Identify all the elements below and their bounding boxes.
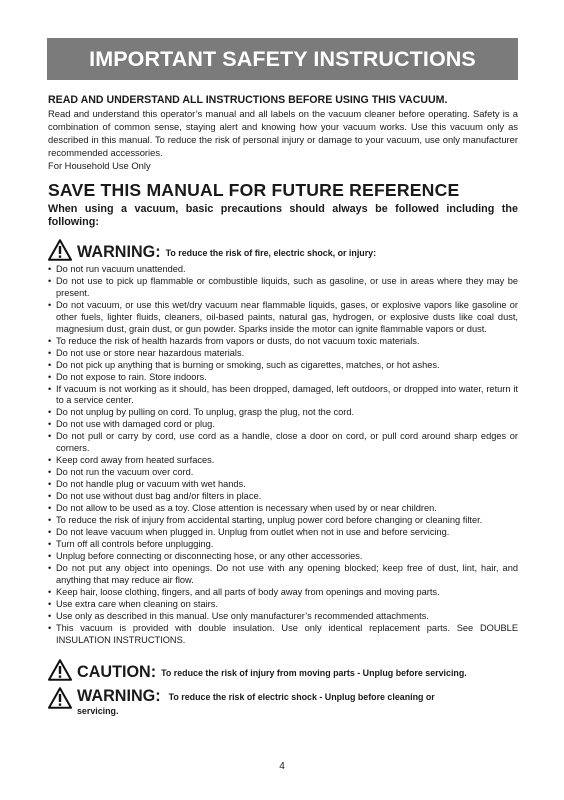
caution-header — [48, 659, 518, 681]
warning-text-line2: servicing. — [77, 705, 119, 716]
save-manual-heading: SAVE THIS MANUAL FOR FUTURE REFERENCE — [48, 180, 460, 200]
intro-heading: READ AND UNDERSTAND ALL INSTRUCTIONS BEFORE USING THIS VACUUM. — [48, 94, 448, 106]
list-item: • This vacuum is provided with double insulation. Use only identical replacement parts. See DOUBLE INSULATION INSTRUCTIONS. — [48, 623, 518, 647]
list-item: • Do not run vacuum unattended. — [48, 264, 518, 276]
warning-text-line1: To reduce the risk of electric shock - Unplug before cleaning or — [168, 691, 435, 702]
list-item: • To reduce the risk of health hazards from vapors or dusts, do not vacuum toxic materials. — [48, 336, 518, 348]
warning-header — [48, 237, 518, 261]
electric-shock-warning — [48, 687, 518, 717]
list-item: • Do not use with damaged cord or plug. — [48, 419, 518, 431]
page-title-banner: IMPORTANT SAFETY INSTRUCTIONS — [47, 38, 518, 80]
precautions-lead: When using a vacuum, basic precautions should always be followed including the following: — [48, 203, 518, 228]
caution-text: To reduce the risk of injury from moving parts - Unplug before servicing. — [161, 667, 467, 678]
list-item: • Do not expose to rain. Store indoors. — [48, 372, 518, 384]
list-item: • To reduce the risk of injury from accidental starting, unplug power cord before changing or cleaning filter. — [48, 515, 518, 527]
warning-triangle-icon — [48, 687, 72, 709]
intro-paragraph: Read and understand this operator’s manual and all labels on the vacuum cleaner before operating. Safety is a combination of common sense, staying alert and knowing how your vacuum works. Use this vacuum only as described in this manual. To reduce the risk of personal injury or damage to your vacuum, use only manufacturer recommended accessories. — [48, 108, 518, 158]
page-number: 4 — [279, 761, 285, 772]
list-item: • Do not pull or carry by cord, use cord as a handle, close a door on cord, or pull cord around sharp edges or corners. — [48, 431, 518, 455]
list-item: • Do not use without dust bag and/or filters in place. — [48, 491, 518, 503]
list-item: • Do not use to pick up flammable or combustible liquids, such as gasoline, or use in areas where they may be present. — [48, 276, 518, 300]
warning-label: WARNING: — [77, 686, 161, 705]
list-item: • Do not put any object into openings. Do not use with any opening blocked; keep free of dust, lint, hair, and anything that may reduce air flow. — [48, 563, 518, 587]
list-item: • Do not unplug by pulling on cord. To unplug, grasp the plug, not the cord. — [48, 407, 518, 419]
warning-triangle-icon — [48, 239, 72, 261]
list-item: • Use extra care when cleaning on stairs. — [48, 599, 518, 611]
list-item: • Use only as described in this manual. Use only manufacturer’s recommended attachments. — [48, 611, 518, 623]
list-item: • Keep hair, loose clothing, fingers, and all parts of body away from openings and moving parts. — [48, 587, 518, 599]
list-item: • Do not handle plug or vacuum with wet hands. — [48, 479, 518, 491]
list-item: • Keep cord away from heated surfaces. — [48, 455, 518, 467]
list-item: • Turn off all controls before unplugging. — [48, 539, 518, 551]
list-item: • Do not vacuum, or use this wet/dry vacuum near flammable liquids, gases, or explosive vapors like gasoline or other fuels, lighter fluids, cleaners, oil-based paints, natural gas, hydrogen, or explosive dusts like coal dust, magnesium dust, grain dust, or gun powder. Sparks inside the motor can ignite flammable vapors or dust. — [48, 300, 518, 336]
household-use-note: For Household Use Only — [48, 160, 151, 171]
warning-triangle-icon — [48, 659, 72, 681]
safety-content — [48, 93, 518, 717]
list-item: • Unplug before connecting or disconnecting hose, or any other accessories. — [48, 551, 518, 563]
warning-text: To reduce the risk of fire, electric shock, or injury: — [165, 248, 377, 258]
list-item: • Do not leave vacuum when plugged in. Unplug from outlet when not in use and before servicing. — [48, 527, 518, 539]
list-item: • If vacuum is not working as it should, has been dropped, damaged, left outdoors, or dropped into water, return it to a service center. — [48, 384, 518, 408]
list-item: • Do not use or store near hazardous materials. — [48, 348, 518, 360]
safety-instructions-list — [48, 264, 518, 647]
list-item: • Do not run the vacuum over cord. — [48, 467, 518, 479]
caution-label: CAUTION: — [77, 662, 157, 681]
warning-label: WARNING: — [77, 243, 161, 261]
list-item: • Do not pick up anything that is burning or smoking, such as cigarettes, matches, or hot ashes. — [48, 360, 518, 372]
list-item: • Do not allow to be used as a toy. Close attention is necessary when used by or near children. — [48, 503, 518, 515]
